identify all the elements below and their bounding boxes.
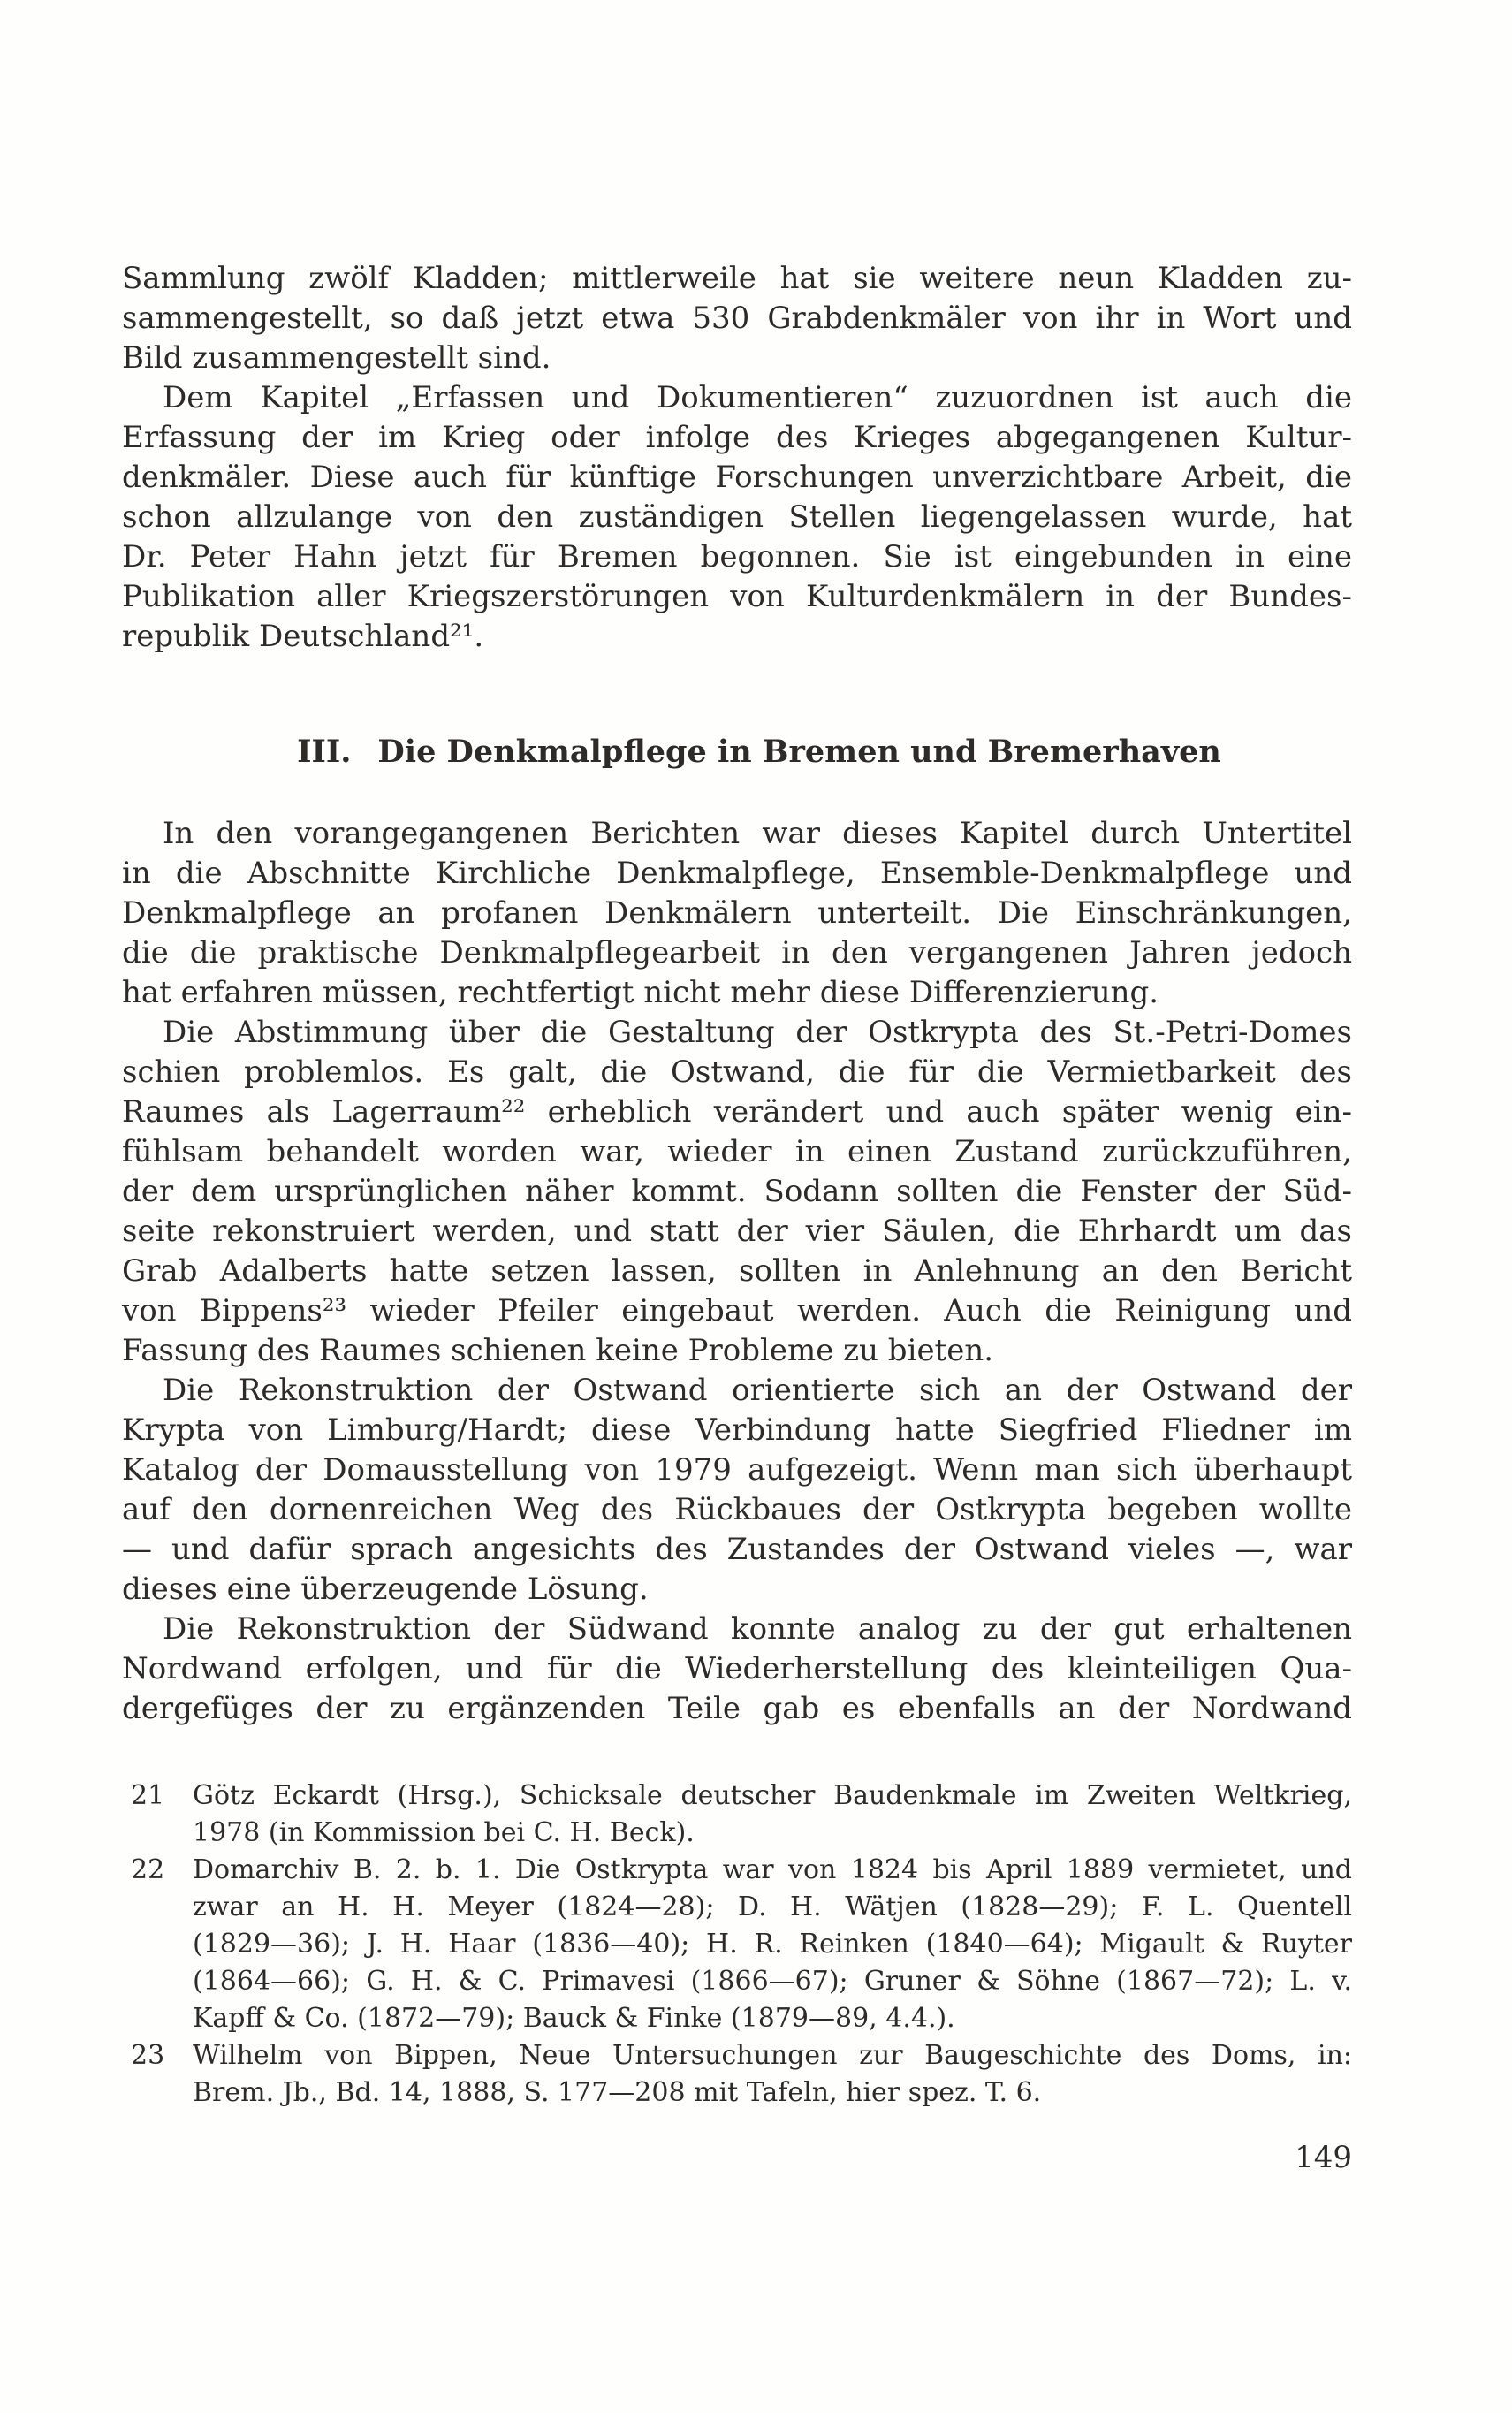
text-line: seite rekonstruiert werden, und statt der vier Säulen, die Ehrhardt um das: [122, 1214, 1352, 1249]
footnote-line: Götz Eckardt (Hrsg.), Schicksale deutscher Baudenkmale im Zweiten Weltkrieg,: [193, 1780, 1352, 1811]
footnote-line: Kapff & Co. (1872—79); Bauck & Finke (1879—89, 4.4.).: [193, 2003, 955, 2034]
footnote-line: (1864—66); G. H. & C. Primavesi (1866—67); Gruner & Söhne (1867—72); L. v.: [193, 1966, 1352, 1997]
footnote: [122, 2037, 1352, 2112]
text-line: In den vorangegangenen Berichten war dieses Kapitel durch Untertitel: [163, 816, 1352, 851]
footnote-line: Domarchiv B. 2. b. 1. Die Ostkrypta war von 1824 bis April 1889 vermietet, und: [193, 1854, 1352, 1885]
text-line: hat erfahren müssen, rechtfertigt nicht mehr diese Differenzierung.: [122, 975, 1159, 1010]
text-line: Grab Adalberts hatte setzen lassen, sollten in Anlehnung an den Bericht: [122, 1253, 1352, 1289]
footnote-line: (1829—36); J. H. Haar (1836—40); H. R. Reinken (1840—64); Migault & Ruyter: [193, 1929, 1352, 1960]
text-line: Sammlung zwölf Kladden; mittlerweile hat sie weitere neun Kladden zu-: [122, 261, 1352, 296]
page-number: 149: [1295, 2140, 1352, 2175]
text-line: von Bippens²³ wieder Pfeiler eingebaut werden. Auch die Reinigung und: [122, 1293, 1352, 1328]
footnote-line: Brem. Jb., Bd. 14, 1888, S. 177—208 mit Tafeln, hier spez. T. 6.: [193, 2077, 1042, 2108]
paragraph: [122, 1013, 1352, 1371]
text-line: schon allzulange von den zuständigen Stellen liegengelassen wurde, hat: [122, 499, 1352, 535]
footnote-number: 23: [131, 2040, 165, 2071]
text-line: sammengestellt, so daß jetzt etwa 530 Grabdenkmäler von ihr in Wort und: [122, 301, 1352, 336]
section-heading: [122, 732, 1352, 772]
text-line: denkmäler. Diese auch für künftige Forschungen unverzichtbare Arbeit, die: [122, 460, 1352, 495]
text-line: der dem ursprünglichen näher kommt. Sodann sollten die Fenster der Süd-: [122, 1174, 1352, 1209]
footnote-line: zwar an H. H. Meyer (1824—28); D. H. Wätjen (1828—29); F. L. Quentell: [193, 1892, 1352, 1922]
footnote-line: 1978 (in Kommission bei C. H. Beck).: [193, 1817, 695, 1848]
text-line: Die Abstimmung über die Gestaltung der Ostkrypta des St.-Petri-Domes: [163, 1015, 1352, 1050]
paragraph: [122, 1610, 1352, 1729]
text-line: Erfassung der im Krieg oder infolge des Krieges abgegangenen Kultur-: [122, 420, 1352, 455]
text-line: Fassung des Raumes schienen keine Probleme zu bieten.: [122, 1333, 994, 1368]
text-line: Nordwand erfolgen, und für die Wiederherstellung des kleinteiligen Qua-: [122, 1651, 1352, 1686]
text-line: die die praktische Denkmalpflegearbeit in den vergangenen Jahren jedoch: [122, 935, 1352, 971]
text-line: Dem Kapitel „Erfassen und Dokumentieren“ zuzuordnen ist auch die: [163, 380, 1352, 415]
text-line: Krypta von Limburg/Hardt; diese Verbindung hatte Siegfried Fliedner im: [122, 1412, 1352, 1448]
footnote: [122, 1777, 1352, 1852]
text-line: dergefüges der zu ergänzenden Teile gab es ebenfalls an der Nordwand: [122, 1691, 1352, 1726]
text-line: fühlsam behandelt worden war, wieder in einen Zustand zurückzuführen,: [122, 1134, 1352, 1169]
footnote-line: Wilhelm von Bippen, Neue Untersuchungen zur Baugeschichte des Doms, in:: [193, 2040, 1352, 2071]
section-heading-number: III.: [297, 734, 352, 770]
text-line: republik Deutschland²¹.: [122, 619, 484, 654]
section-heading-title: Die Denkmalpflege in Bremen und Bremerhaven: [377, 734, 1221, 770]
text-line: Die Rekonstruktion der Südwand konnte analog zu der gut erhaltenen: [163, 1611, 1352, 1647]
footnote: [122, 1852, 1352, 2037]
text-line: Raumes als Lagerraum²² erheblich verändert und auch später wenig ein-: [122, 1094, 1352, 1130]
paragraph: [122, 1371, 1352, 1610]
text-block: [122, 259, 1352, 2178]
text-line: Die Rekonstruktion der Ostwand orientierte sich an der Ostwand der: [163, 1373, 1352, 1408]
text-line: Dr. Peter Hahn jetzt für Bremen begonnen. Sie ist eingebunden in eine: [122, 539, 1352, 575]
text-line: Denkmalpflege an profanen Denkmälern unterteilt. Die Einschränkungen,: [122, 895, 1352, 931]
text-line: auf den dornenreichen Weg des Rückbaues der Ostkrypta begeben wollte: [122, 1492, 1352, 1527]
text-line: — und dafür sprach angesichts des Zustandes der Ostwand vieles —, war: [122, 1532, 1352, 1567]
paragraph-continuation: [122, 259, 1352, 378]
paragraph: [122, 378, 1352, 657]
footnote-number: 22: [131, 1854, 165, 1885]
text-line: Publikation aller Kriegszerstörungen von Kulturdenkmälern in der Bundes-: [122, 579, 1352, 614]
text-line: dieses eine überzeugende Lösung.: [122, 1572, 649, 1607]
text-line: schien problemlos. Es galt, die Ostwand, die für die Vermietbarkeit des: [122, 1054, 1352, 1090]
paragraph: [122, 814, 1352, 1013]
footnote-number: 21: [131, 1780, 165, 1811]
text-line: in die Abschnitte Kirchliche Denkmalpflege, Ensemble-Denkmalpflege und: [122, 856, 1352, 891]
text-line: Katalog der Domausstellung von 1979 aufgezeigt. Wenn man sich überhaupt: [122, 1452, 1352, 1488]
text-line: Bild zusammengestellt sind.: [122, 340, 551, 376]
footnotes-section: [122, 1777, 1352, 2112]
